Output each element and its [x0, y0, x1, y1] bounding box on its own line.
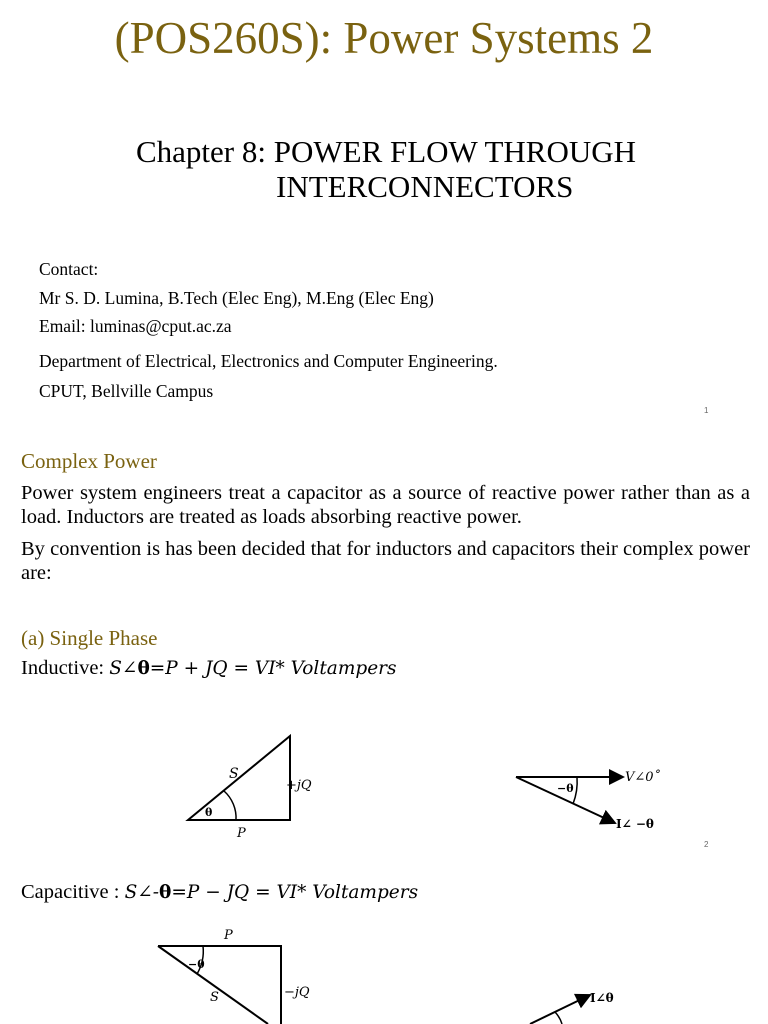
- triangle-top-right: [158, 946, 281, 1024]
- triangle-hypotenuse: [158, 946, 268, 1024]
- capacitive-formula: [21, 881, 418, 904]
- capacitive-formula-s: S∠-: [124, 882, 160, 903]
- inductive-formula-rest: =P + JQ = VI* Voltampers: [149, 658, 397, 679]
- p-label: P: [237, 826, 246, 841]
- slide-title: (POS260S): Power Systems 2: [114, 13, 654, 63]
- section-heading: Complex Power: [21, 449, 157, 473]
- paragraph-capacitor: Power system engineers treat a capacitor as a source of reactive power rather than as a load. Inductors are treated as loads absorbing reactive power.: [21, 482, 750, 528]
- phase-angle-arc: [573, 777, 577, 804]
- chapter-title-line1: Chapter 8: POWER FLOW THROUGH: [136, 134, 636, 169]
- capacitive-formula-rest: =P − JQ = VI* Voltampers: [171, 882, 419, 903]
- chapter-title-line2: INTERCONNECTORS: [276, 169, 574, 204]
- inductive-power-triangle: [180, 728, 320, 843]
- capacitive-formula-theta: θ: [159, 882, 172, 903]
- theta-label: θ: [205, 806, 213, 819]
- triangle-outline: [188, 736, 290, 820]
- page-number: 2: [704, 840, 709, 849]
- q-label: +jQ: [286, 778, 312, 793]
- capacitive-phasor-diagram: [520, 985, 640, 1024]
- theta-arc: [224, 791, 236, 820]
- capacitive-power-triangle: [150, 922, 320, 1024]
- inductive-formula-theta: θ: [137, 658, 150, 679]
- phase-angle-arc: [555, 1012, 562, 1024]
- inductive-phasor-diagram: [505, 760, 685, 840]
- i-label: I∠θ: [590, 991, 614, 1005]
- inductive-label: Inductive:: [21, 657, 110, 679]
- inductive-formula: [21, 657, 397, 680]
- inductive-formula-s: S∠: [109, 658, 138, 679]
- minus-theta-label: −θ: [188, 958, 205, 971]
- paragraph-convention: By convention is has been decided that for inductors and capacitors their complex power are:: [21, 538, 750, 584]
- contact-name: Mr S. D. Lumina, B.Tech (Elec Eng), M.Eng (Elec Eng): [39, 288, 434, 308]
- v-label: V∠0˚: [625, 770, 661, 785]
- p-label: P: [224, 928, 233, 943]
- s-label: S: [210, 990, 219, 1005]
- contact-label: Contact:: [39, 259, 99, 279]
- campus: CPUT, Bellville Campus: [39, 381, 214, 401]
- subheading-single-phase: (a) Single Phase: [21, 626, 158, 650]
- chapter-title: [136, 134, 636, 204]
- capacitive-label: Capacitive :: [21, 881, 125, 903]
- page-number: 1: [704, 406, 709, 415]
- contact-email: Email: luminas@cput.ac.za: [39, 316, 232, 336]
- i-label: I∠ −θ: [616, 817, 654, 831]
- s-label: S: [229, 766, 239, 782]
- department: Department of Electrical, Electronics and Computer Engineering.: [39, 351, 498, 371]
- minus-theta-label: −θ: [557, 782, 574, 795]
- q-label: −jQ: [284, 985, 310, 1000]
